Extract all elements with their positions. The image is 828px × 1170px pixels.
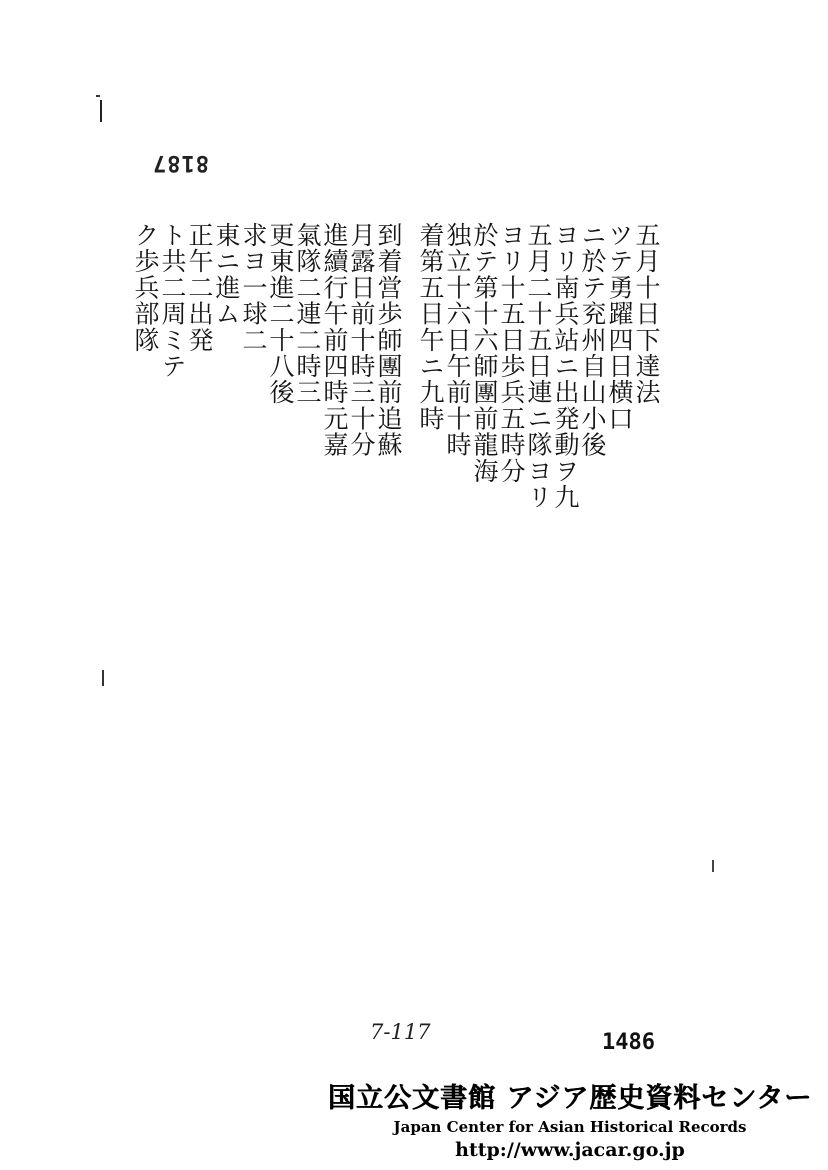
text-column: 氣隊二連二時三	[293, 222, 322, 406]
text-column: ヨリ十五日歩兵五時分	[497, 222, 526, 484]
text-column: 月露日前十時三十分	[347, 222, 376, 458]
text-column: ク歩兵部隊	[131, 222, 160, 353]
text-column: ヨリ南兵站ニ出発動ヲ九	[551, 222, 580, 511]
page-number-top: 8187	[152, 150, 209, 175]
archive-name-english: Japan Center for Asian Historical Records	[393, 1118, 747, 1136]
scan-mark	[102, 670, 104, 686]
page-reference-number: 1486	[602, 1030, 655, 1055]
text-column: 五月二十五日連ニ隊ヨリ	[524, 222, 553, 511]
text-column: 於テ第十六師團前龍海	[470, 222, 499, 484]
text-column: 更東進二十八後	[266, 222, 295, 406]
text-column: 五月十日下達法	[632, 222, 661, 406]
text-column: ニ於テ兖州自山小後	[578, 222, 607, 458]
scan-mark	[712, 860, 714, 872]
text-column: ト共二周ミテ	[158, 222, 187, 380]
text-column: 到着営歩師團前追蘇	[374, 222, 403, 458]
text-column: 正午二出発	[185, 222, 214, 353]
text-column: 求ヨ一球二	[239, 222, 268, 353]
text-column: 独立十六日午前十時	[443, 222, 472, 458]
text-column: ツテ勇躍四日横口	[605, 222, 634, 432]
vertical-text-body	[132, 222, 660, 510]
archive-footer	[320, 1082, 820, 1162]
scan-mark	[96, 95, 100, 97]
text-column: 進續行午前四時元嘉	[320, 222, 349, 458]
archive-url: http://www.jacar.go.jp	[455, 1139, 685, 1161]
text-column: 東ニ進ム	[212, 222, 241, 327]
scan-mark	[100, 100, 102, 122]
text-column: 着第五日午ニ九時	[416, 222, 445, 432]
text-column	[402, 222, 417, 510]
handwritten-reference: 7-117	[370, 1020, 431, 1044]
archive-name-japanese: 国立公文書館 アジア歴史資料センター	[327, 1083, 813, 1114]
